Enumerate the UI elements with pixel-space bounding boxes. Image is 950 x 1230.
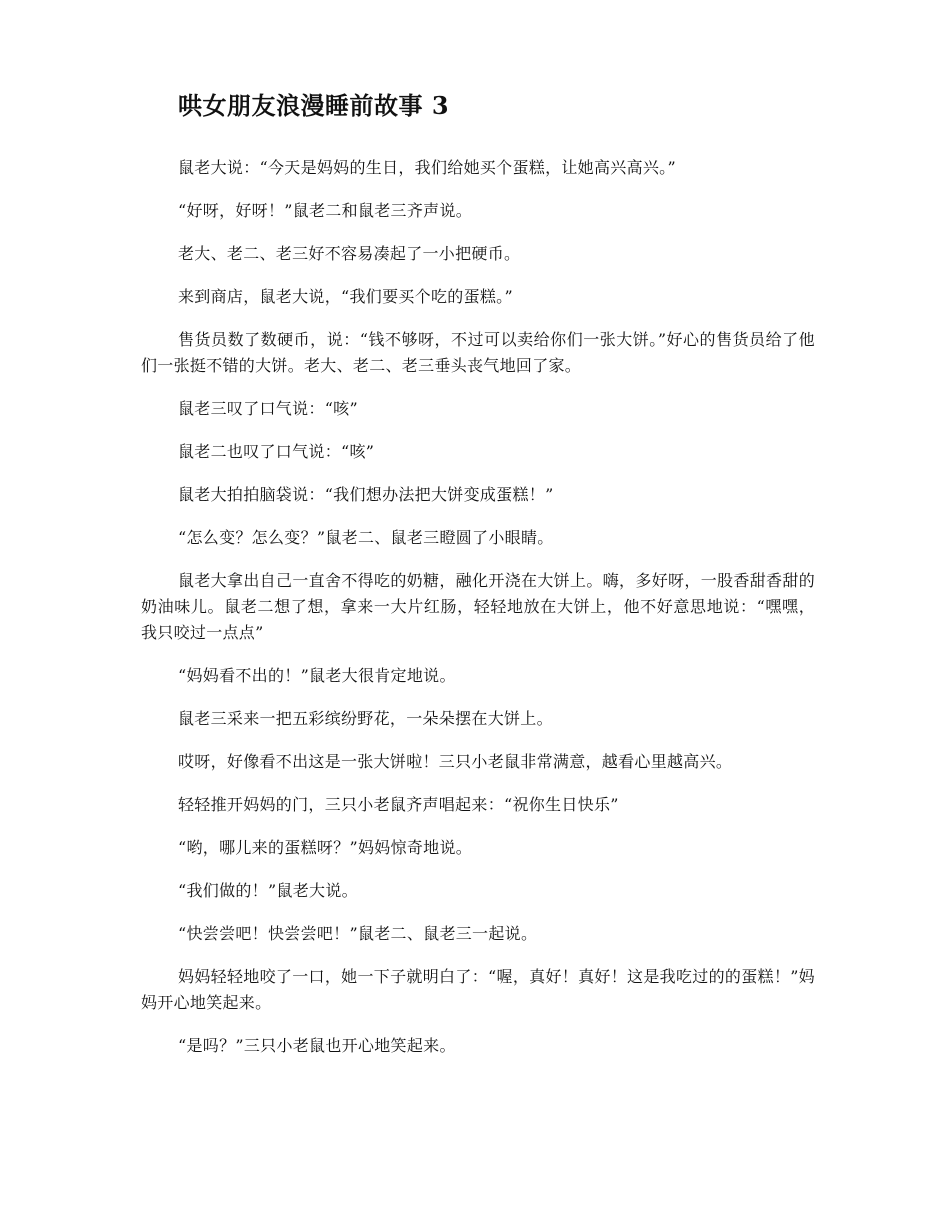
paragraph: “妈妈看不出的！”鼠老大很肯定地说。	[178, 666, 456, 685]
paragraph: 售货员数了数硬币，说：“钱不够呀，不过可以卖给你们一张大饼。”好心的售货员给了他们一张挺不错的大饼。老大、老二、老三垂头丧气地回了家。	[141, 330, 815, 375]
paragraph: 老大、老二、老三好不容易凑起了一小把硬币。	[178, 244, 521, 263]
paragraph: “哟，哪儿来的蛋糕呀？”妈妈惊奇地说。	[178, 838, 473, 857]
paragraph: “好呀，好呀！”鼠老二和鼠老三齐声说。	[178, 201, 473, 220]
paragraph: 鼠老大说：“今天是妈妈的生日，我们给她买个蛋糕，让她高兴高兴。”	[178, 158, 676, 177]
document-body	[141, 155, 815, 1076]
document-title: 哄女朋友浪漫睡前故事 3	[178, 91, 450, 120]
paragraph: 鼠老二也叹了口气说：“咳”	[178, 442, 375, 461]
paragraph: 鼠老三采来一把五彩缤纷野花，一朵朵摆在大饼上。	[178, 709, 553, 728]
paragraph: 来到商店，鼠老大说，“我们要买个吃的蛋糕。”	[178, 287, 513, 306]
paragraph: 妈妈轻轻地咬了一口，她一下子就明白了：“喔，真好！真好！这是我吃过的的蛋糕！”妈妈开心地笑起来。	[141, 967, 815, 1012]
paragraph: 轻轻推开妈妈的门，三只小老鼠齐声唱起来：“祝你生日快乐”	[178, 795, 619, 814]
paragraph: 鼠老大拿出自己一直舍不得吃的奶糖，融化开浇在大饼上。嗨，多好呀，一股香甜香甜的奶油味儿。鼠老二想了想，拿来一大片红肠，轻轻地放在大饼上，他不好意思地说：“嘿嘿，我只咬过一点点”	[141, 571, 815, 642]
paragraph: 哎呀，好像看不出这是一张大饼啦！三只小老鼠非常满意，越看心里越高兴。	[178, 752, 733, 771]
paragraph: “我们做的！”鼠老大说。	[178, 881, 358, 900]
paragraph: “怎么变？怎么变？”鼠老二、鼠老三瞪圆了小眼睛。	[178, 528, 554, 547]
paragraph: “是吗？”三只小老鼠也开心地笑起来。	[178, 1036, 456, 1055]
paragraph: 鼠老三叹了口气说：“咳”	[178, 399, 358, 418]
paragraph: “快尝尝吧！快尝尝吧！”鼠老二、鼠老三一起说。	[178, 924, 538, 943]
paragraph: 鼠老大拍拍脑袋说：“我们想办法把大饼变成蛋糕！”	[178, 485, 554, 504]
